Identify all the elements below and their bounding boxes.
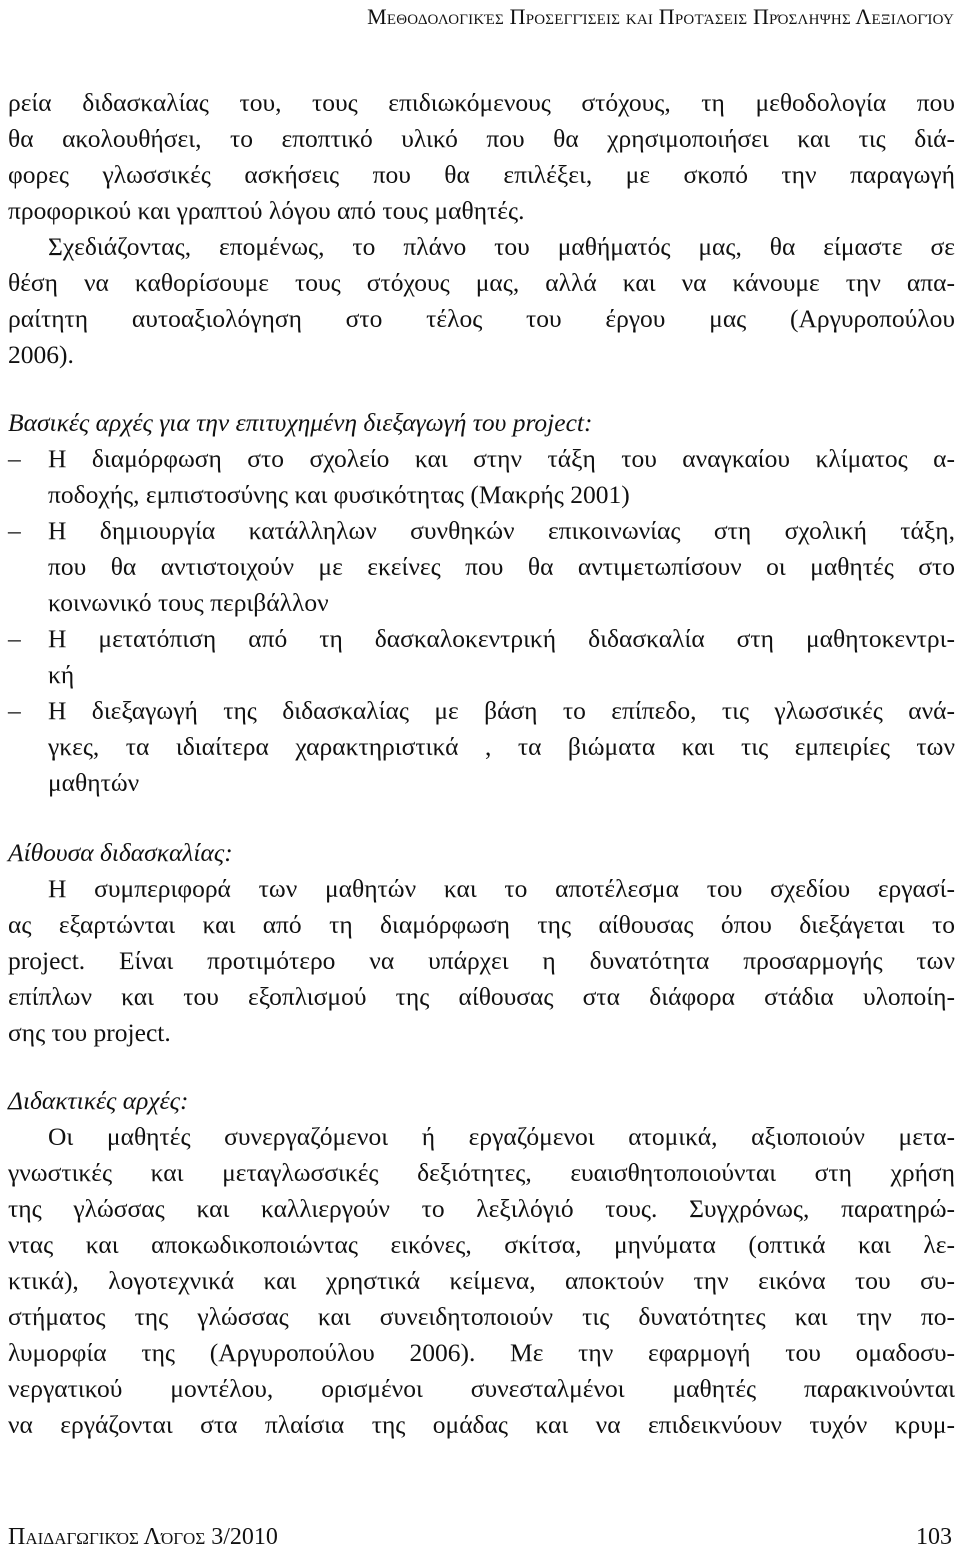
list-item-continuation: κή	[48, 660, 75, 689]
page-number: 103	[916, 1524, 952, 1550]
list-item-continuation: μαθητών	[48, 768, 140, 797]
paragraph-line: να εργάζονται στα πλαίσια της ομάδας και να επιδεικνύουν τυχόν κρυμ-	[8, 1410, 955, 1439]
paragraph-line: 2006).	[8, 340, 74, 369]
list-item-continuation: που θα αντιστοιχούν με εκείνες που θα αντιμετωπίσουν οι μαθητές στο	[48, 552, 955, 581]
paragraph-line: σης του project.	[8, 1018, 171, 1047]
paragraph-line: νεργατικού μοντέλου, ορισμένοι συνεσταλμένοι μαθητές παρακινούνται	[8, 1374, 955, 1403]
list-item	[8, 694, 955, 728]
paragraph-line: ρεία διδασκαλίας του, τους επιδιωκόμενους στόχους, τη μεθοδολογία που	[8, 88, 955, 117]
list-item	[8, 442, 955, 476]
journal-footer: Παιδαγωγικός Λόγος 3/2010	[8, 1524, 278, 1550]
paragraph-line: στήματος της γλώσσας και συνειδητοποιούν τις δυνατότητες και την πο-	[8, 1302, 955, 1331]
paragraph-line: θέση να καθορίσουμε τους στόχους μας, αλλά και να κάνουμε την απα-	[8, 268, 955, 297]
dash-marker: –	[8, 444, 21, 473]
paragraph-line: Η συμπεριφορά των μαθητών και το αποτέλεσμα του σχεδίου εργασί-	[48, 874, 955, 903]
list-item-continuation: ποδοχής, εμπιστοσύνης και φυσικότητας (Μακρής 2001)	[48, 480, 630, 509]
paragraph-line: επίπλων και του εξοπλισμού της αίθουσας στα διάφορα στάδια υλοποίη-	[8, 982, 955, 1011]
list-item-text: Η δημιουργία κατάλληλων συνθηκών επικοινωνίας στη σχολική τάξη,	[48, 516, 955, 545]
paragraph-line: project. Είναι προτιμότερο να υπάρχει η δυνατότητα προσαρμογής των	[8, 946, 955, 975]
paragraph-line: κτικά), λογοτεχνικά και χρηστικά κείμενα, αποκτούν την εικόνα του συ-	[8, 1266, 955, 1295]
paragraph-line: φορες γλωσσικές ασκήσεις που θα επιλέξει, με σκοπό την παραγωγή	[8, 160, 955, 189]
list-item	[8, 622, 955, 656]
section-heading-principles: Βασικές αρχές για την επιτυχημένη διεξαγωγή του project:	[8, 408, 593, 437]
paragraph-line: Οι μαθητές συνεργαζόμενοι ή εργαζόμενοι ατομικά, αξιοποιούν μετα-	[48, 1122, 955, 1151]
paragraph-line: ντας και αποκωδικοποιώντας εικόνες, σκίτσα, μηνύματα (οπτικά και λε-	[8, 1230, 955, 1259]
paragraph-line: ας εξαρτώνται και από τη διαμόρφωση της αίθουσας όπου διεξάγεται το	[8, 910, 955, 939]
dash-marker: –	[8, 516, 21, 545]
paragraph-line: λυμορφία της (Αργυροπούλου 2006). Με την εφαρμογή του ομαδοσυ-	[8, 1338, 955, 1367]
list-item-continuation: γκες, τα ιδιαίτερα χαρακτηριστικά , τα βιώματα και τις εμπειρίες των	[48, 732, 955, 761]
dash-marker: –	[8, 624, 21, 653]
list-item-text: Η μετατόπιση από τη δασκαλοκεντρική διδασκαλία στη μαθητοκεντρι-	[48, 624, 955, 653]
list-item-continuation: κοινωνικό τους περιβάλλον	[48, 588, 329, 617]
paragraph-line: ραίτητη αυτοαξιολόγηση στο τέλος του έργου μας (Αργυροπούλου	[8, 304, 955, 333]
paragraph-line: γνωστικές και μεταγλωσσικές δεξιότητες, ευαισθητοποιούνται στη χρήση	[8, 1158, 955, 1187]
list-item-text: Η διαμόρφωση στο σχολείο και στην τάξη του αναγκαίου κλίματος α-	[48, 444, 955, 473]
list-item	[8, 514, 955, 548]
running-header: Μεθοδολογικές Προσεγγίσεις και Προτάσεις Πρόσληψης Λεξιλογίου	[367, 4, 954, 29]
paragraph-line: της γλώσσας και καλλιεργούν το λεξιλόγιό τους. Συγχρόνως, παρατηρώ-	[8, 1194, 955, 1223]
section-heading-didactic: Διδακτικές αρχές:	[8, 1086, 189, 1115]
paragraph-line: Σχεδιάζοντας, επομένως, το πλάνο του μαθήματός μας, θα είμαστε σε	[48, 232, 955, 261]
paragraph-line: θα ακολουθήσει, το εποπτικό υλικό που θα χρησιμοποιήσει και τις διά-	[8, 124, 955, 153]
list-item-text: Η διεξαγωγή της διδασκαλίας με βάση το επίπεδο, τις γλωσσικές ανά-	[48, 696, 955, 725]
dash-marker: –	[8, 696, 21, 725]
paragraph-line: προφορικού και γραπτού λόγου από τους μαθητές.	[8, 196, 525, 225]
section-heading-classroom: Αίθουσα διδασκαλίας:	[8, 838, 233, 867]
